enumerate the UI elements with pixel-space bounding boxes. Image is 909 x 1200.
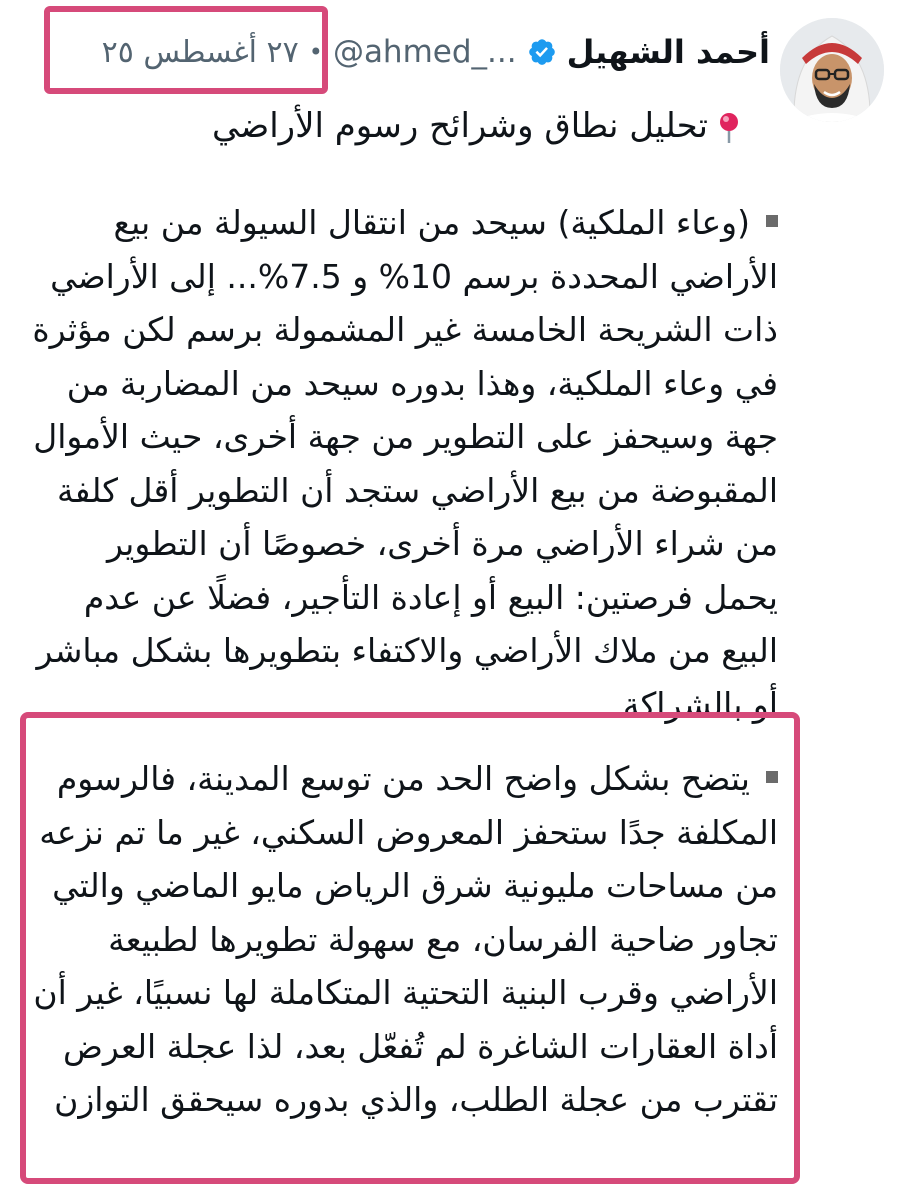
author-handle[interactable]: @ahmed_... [332,34,517,70]
author-display-name[interactable]: أحمد الشهيل [566,33,770,71]
avatar-image [780,18,884,122]
tweet-title [170,98,742,154]
bullet-square-icon [766,771,778,783]
tweet-paragraph-1 [26,196,778,731]
meta-separator: • [308,38,323,66]
tweet-title-text: تحليل نطاق وشرائح رسوم الأراضي [212,106,708,146]
tweet-date[interactable]: ٢٧ أغسطس ٢٥ [101,34,299,70]
date-highlight-box [44,6,328,94]
paragraph-1-text: (وعاء الملكية) سيحد من انتقال السيولة من بيع الأراضي المحددة برسم 10% و 7.5%... إلى الأراضي ذات الشريحة الخامسة غير المشمولة برسم لكن مؤثرة في وعاء الملكية، وهذا بدوره سيحد من المضاربة من جهة وسيحفز على التطوير من جهة أخرى، حيث الأموال المقبوضة من بيع الأراضي ستجد أن التطوير أقل كلفة من شراء الأراضي مرة أخرى، خصوصًا أن التطوير يحمل فرصتين: البيع أو إعادة التأجير، فضلًا عن عدم البيع من ملاك الأراضي والاكتفاء بتطويرها بشكل مباشر أو بالشراكة [32,203,778,724]
pin-icon [716,112,742,144]
bullet-square-icon [766,215,778,227]
user-avatar-icon[interactable] [780,18,884,122]
verified-badge-icon [527,37,557,67]
tweet-paragraph-2 [26,752,778,1127]
paragraph-2-text: يتضح بشكل واضح الحد من توسع المدينة، فالرسوم المكلفة جدًا ستحفز المعروض السكني، غير ما تم نزعه من مساحات مليونية شرق الرياض مايو الماضي والتي تجاور ضاحية الفرسان، مع سهولة تطويرها لطبيعة الأراضي وقرب البنية التحتية المتكاملة لها نسبيًا، غير أن أداة العقارات الشاغرة لم تُفعّل بعد، لذا عجلة العرض تقترب من عجلة الطلب، والذي بدوره سيحقق التوازن [33,759,778,1119]
